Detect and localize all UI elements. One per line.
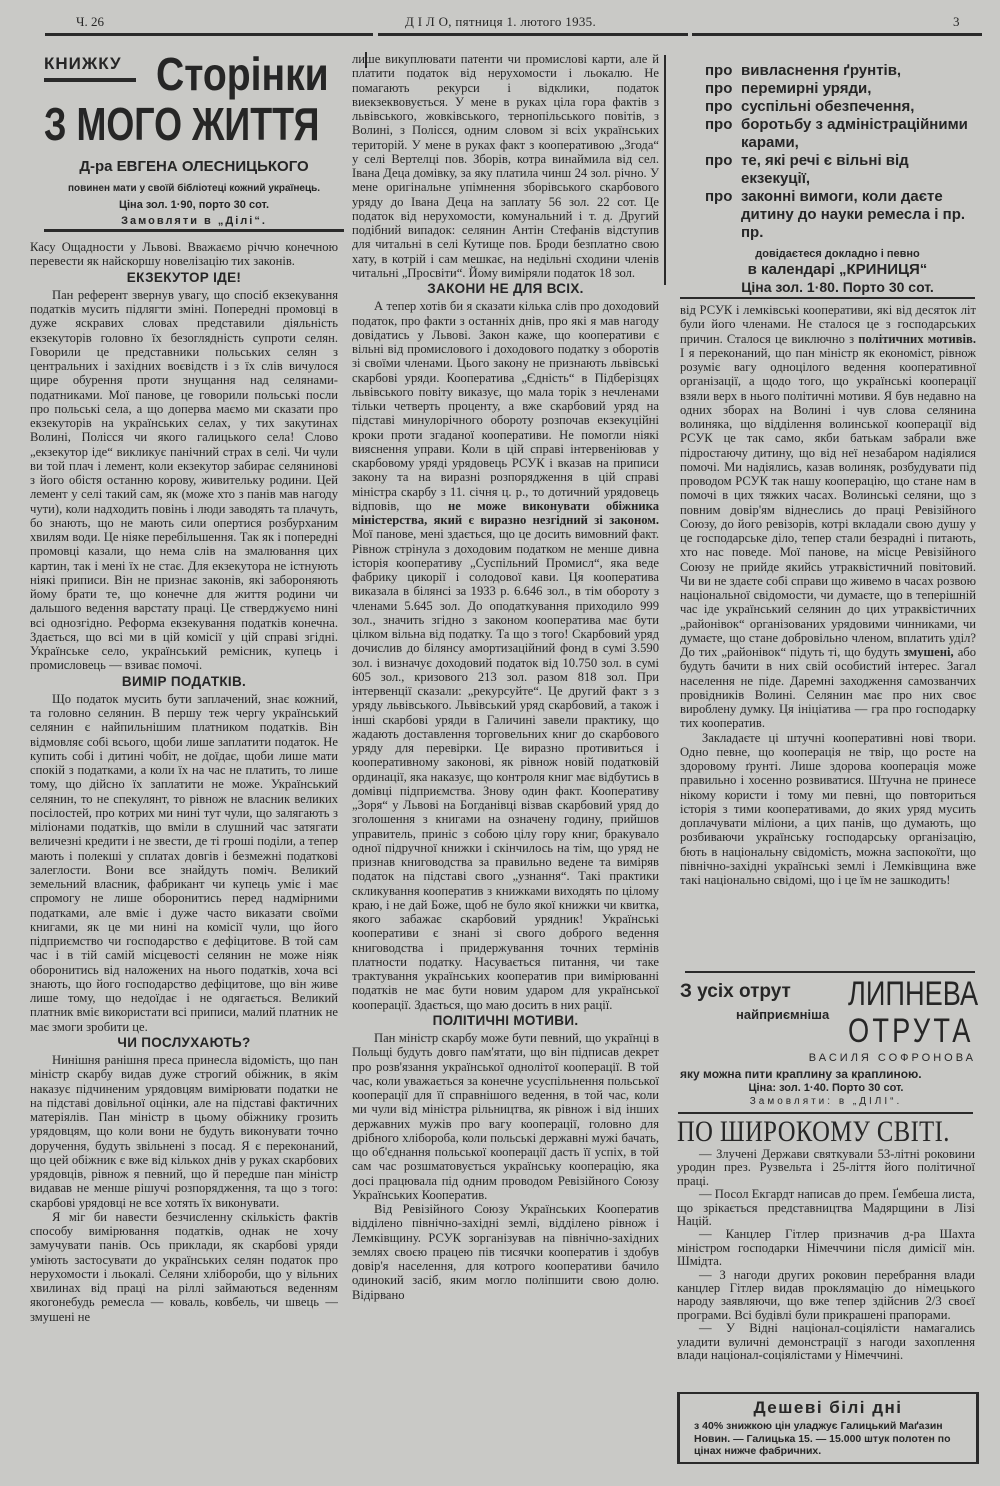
article-paragraph [352, 299, 659, 1012]
topic-text: перемирні уряди, [741, 80, 872, 97]
sale-store: Галицький Маґазин Новин. [694, 1420, 943, 1445]
sale-advertisement [677, 1392, 979, 1464]
paragraph-text: А тепер хотів би я сказати кілька слів про доходовий податок, про факти з останніх днів, про які я мав нагоду довідатись у Львові. Закон каже, що кооперативи є вільні від промислового і доходового податку з оборотів зі своїми членами. Цього закону не признають львівські скарбові уряди. Кооператива „Єдність“ в Підберізцях львівського повіту виказує, що мала торік з нечленами тільки четверть проценту, а вже скарбовий уряд на підставі минулорічного обороту розпочав екзекуційні кроки проти згаданої кооперативи. Не помогли ніякі вияснення управи. Коли в цій справі інтервеніював у скарбовому уряді урядовець РСУК і вказав на приписи закону та на виразні розпорядження в цій справі міністра скарбу з 11. січня ц. р., то дотичний урядовець відповів, що [352, 299, 659, 513]
book-ad-line: повинен мати у своїй бібліотеці кожний українець. [67, 183, 321, 194]
column-3-article [680, 303, 976, 963]
article-paragraph [30, 1210, 338, 1324]
section-rule [680, 297, 975, 299]
poison-title-line1: ЛИПНЕВА [848, 975, 979, 1013]
column-2-article [352, 52, 659, 1486]
section-heading: ЗАКОНИ НЕ ДЛЯ ВСІХ. [427, 281, 584, 296]
world-news-title: ПО ШИРОКОМУ СВІТІ. [677, 1115, 950, 1148]
emphasized-text: змушені, [903, 645, 954, 659]
header-rule [45, 33, 373, 36]
topic-text: те, які речі є вільні від екзекуції, [741, 152, 909, 187]
column-rule [664, 55, 666, 285]
sale-title: Дешеві білі дні [753, 1398, 903, 1417]
header-rule [378, 33, 688, 36]
book-title-line1: Сторінки [156, 48, 329, 100]
calendar-topic [705, 188, 970, 242]
calendar-topic [705, 62, 970, 80]
column-1-article [30, 240, 338, 1486]
poison-ad-lead: З усіх отрут [680, 981, 791, 1002]
article-paragraph [30, 240, 338, 269]
calendar-topic [705, 98, 970, 116]
topic-text: законні вимоги, коли даєте дитину до науки ремесла і пр. пр. [741, 188, 966, 241]
sale-text-1: з 40% знижкою цін уладжує [694, 1420, 841, 1432]
poison-order: Замовляти: в „ДІЛІ“. [749, 1096, 903, 1107]
article-paragraph [352, 1202, 659, 1302]
page-number: 3 [953, 14, 960, 29]
poison-price: Ціна: зол. 1·40. Порто 30 сот. [748, 1082, 904, 1094]
article-paragraph [680, 731, 976, 888]
topic-lead: про [705, 152, 733, 169]
section-heading: ЕКЗЕКУТОР ІДЕ! [126, 269, 242, 285]
topic-lead: про [705, 188, 733, 205]
poison-line: яку можна пити краплину за краплиною. [680, 1067, 922, 1081]
world-news-item: — Канцлер Гітлер призначив д-ра Шахта міністром господарки Німеччини після димісії мін. Шмідта. [677, 1227, 975, 1269]
calendar-learn: довідаєтеся докладно і певно [755, 248, 920, 260]
world-news-list [677, 1148, 975, 1363]
section-heading: ЧИ ПОСЛУХАЮТЬ? [117, 1034, 251, 1050]
emphasized-text: не може виконувати обіжника міністерства, який є виразно незгідний зі законом. [352, 498, 659, 527]
paragraph-text: Від Ревізійного Союзу Українських Кооператив відділено північно-західні землі, відділено рівнож і Лемківщину. РСУК зорганізував на північно-західних землях своєю працею пів тисячки кооператив і здобув довір'я населення, для котрого кооперативи бачило одинокий засіб, яким могло поліпшити свою долю. Відірвано [352, 1202, 659, 1302]
topic-text: боротьбу з адміністраційними карами, [741, 116, 968, 151]
emphasized-text: політичних мотивів. [858, 331, 976, 346]
ad-kicker: КНИЖКУ [44, 54, 122, 73]
topic-lead: про [705, 80, 733, 97]
calendar-price: Ціна зол. 1·80. Порто 30 сот. [741, 279, 934, 295]
sale-text [680, 1418, 976, 1462]
poison-title-line2: ОТРУТА [848, 1012, 974, 1050]
paragraph-text: Мої панове, мені здається, що це досить вимовний факт. Рівнож стрінула з доходовим податком не менше дивна історія кооперативу „Суспільний Промисл“, яка веде фабрику цикорії і солодової кави. Ця кооператива виказала в білянсі за 1933 р. 6.646 зол., в тім обороту з членами 5.645 зол. До оподаткування приходило 999 зол., значить згідно з законом кооператива має бути цілком вільна від податку. Та що з того! Скарбовий уряд дочислив до білянсу амортизаційний фонд в сумі 3.590 зол. і визначує доходовий податок від 10.750 зол. в сумі 605 зол., кризового 213 зол. разом 818 зол. При інтервенції сказали: „рекурсуйте“. Це другий факт з з уряду львівського. Львівський уряд скарбовий, а також і інші скарбові уряди в Галичині завели практику, що жадають доставлення торговельних книг до скарбового уряду для перевірки. Це виразно противиться і кооперативному законові, як рівнож новій податковій ординації, яка наказує, що контроля книг має відбутись в домівці підприємства. Знову один факт. Кооперативу „Зоря“ у Львові на Богданівці візвав скарбовий уряд до зголошення з книгами на означену годину, прийшов управитель, приніс з собою цілу гору книг, бракувало одної підручної книжки і скінчилось на тім, що уряд не признав книговодства за правильно ведене та виміряв податок на підставі свого „узнання“. Такі практики скликування кооператив з книжками виходять по цілому краю, і не дай Боже, щоб не було якої книжки чи квитка, якого забажає скарбовий урядник! Українські кооперативи є знані зі свого доброго ведення книговодства і придержування точних термінів платности податку. Насувається питання, чи таке трактування українських кооператив при вимірюванні податків не має бути новим ударом для української кооперації. Здається, що маю досить в них рації. [352, 527, 659, 1012]
paragraph-text: Що податок мусить бути заплачений, знає кожний, та головно селянин. В першу теж чергу український селянин є найпильнішим платником податків. Він відмовляє собі всього, щоби лише заплатити податок. Не купить собі і дитині чобіт, не доїдає, щоби лише мати спокій з податками, а коли їх на час не платить, то лише тому, що дійсно їх заплатити не може. Український селянин, то не спекулянт, то рівнож не власник великих посілостей, про котрих ми нині тут чули, що залягають з міліонами податків, що вміли в слушний час затягати величезні кредити і не звести, де ті гроші поділи, а тепер мають і полекші у сплатах довгів і безмежні податкові залеглости. Вони все знайдуть поміч. Великий земельний власник, фабрикант чи купець уміє і має спромогу не лише оборонитись перед надмірними податками, але вміє і дуже часто виказати своїми книгами, як це ми нині на комісії чули, що його підприємство чи господарство є дефіцитове. В той сам час і в тій самій місцевості селянин не може ніяк оборонитись від наложених на нього податків, хоча всі знають, що його господарство дефіцитове, що він живе лише тому, що недоїдає і не одягається. Великий платник вміє використати всі приписи, малий платник не має змоги зробити це. [30, 691, 338, 1034]
topic-lead: про [705, 98, 733, 115]
book-author: Д-ра ЕВГЕНА ОЛЕСНИЦЬКОГО [79, 158, 309, 175]
calendar-topic [705, 116, 970, 152]
calendar-advertisement [705, 62, 970, 296]
book-title-line2: З МОГО ЖИТТЯ [44, 98, 320, 150]
issue-number: Ч. 26 [76, 14, 104, 29]
world-news-item: — З нагоди других роковин перебрання влади канцлер Гітлер видав проклямацію до німецького народу заявляючи, що вже тепер здійснив 2/3 своєї програми. Всі будівлі були прикрашені прапорами. [677, 1267, 975, 1322]
book-price: Ціна зол. 1·90, порто 30 сот. [118, 199, 270, 211]
article-paragraph [30, 692, 338, 1034]
world-news-item: — У Відні націонал-соціялісти намагались уладити вуличні демонстрації з нагоди захоплення влади націонал-соціялістами у Німеччині. [677, 1321, 975, 1363]
poison-ad-sub: найприємніша [736, 1007, 830, 1022]
paragraph-text: від РСУК і лемківські кооперативи, які від десяток літ були його членами. Не сталося це з господарських причин. Сталося це виключно з [680, 303, 976, 346]
paragraph-text: Я міг би навести безчисленну скількість фактів способу вимірювання податків, однак не хочу замучувати панів. Ось приклади, як скарбові уряди уміють застосувати до українських селян податок про нерухомости і льокалі. Селяни хлібороби, що у вільних хвилинах від праці на ріллі займаються веденням якогонебудь ремесла — коваль, ковбель, чи швець — змушені не [30, 1209, 338, 1324]
world-news-item: — Посол Екгардт написав до прем. Ґембеша листа, що зрікається представництва Мадярщини в Лізі Націй. [677, 1187, 975, 1229]
article-paragraph [352, 52, 659, 280]
calendar-name: в календарі „КРИНИЦЯ“ [747, 261, 928, 278]
topic-lead: про [705, 62, 733, 79]
book-advertisement-lypneva-otruta [676, 975, 979, 1110]
paragraph-text: І я переконаний, що пан міністр як економіст, рівнож розуміє вагу одноцілого ведення кооперативної організації, а щодо того, що українські кооперації взяли верх в нього політичні мотиви. Я був недавно на одних зборах на Волині і чув слова селянина волиняка, що відділення волинської кооперації від РСУК це так само, якби батькам забрали вже підростаючу дитину, що від неї незабаром надіялися помочі. Ми надіялись, казав волиняк, розбудувати під проводом РСУК так нашу кооперацію, що стане нам в помочі в цих тяжких часах. Волинські селяни, що з повним довір'ям віднеслись до праці Ревізійного Союзу, до його ревізорів, котрі вкладали свою душу у це господарське діло, тепер стали безрадні і питають, хто нас поведе. Мої панове, на місце Ревізійного Союзу не прийде якийсь утраквістичний повітовий. Чи ви не здаєте собі справи що живемо в часах розвою національної свідомости, чи думаєте, що в теперішній час іде український селянин до цих утраквістичних „районівок“ організованих урядовими чинниками, чи думаєте, що стане добровільно членом, вплатить уділ? До тих „районівок“ підуть ті, що будуть [680, 345, 976, 659]
article-paragraph [680, 303, 976, 731]
book-advertisement [44, 50, 344, 230]
paragraph-text: Касу Ощадности у Львові. Вважаємо річчю конечною перевести як найскоршу новелізацію тих законів. [30, 240, 338, 269]
section-rule [44, 229, 344, 232]
paragraph-text: або будуть бачити в них свій особистий інтерес. Загал населення не піде. Даремні заходження самозванчих провідників Волині. Селянин має про них своє вироблену думку. Ця ініціатива — гра про господарку тих кооператив. [680, 645, 976, 731]
paragraph-text: Нинішня ранішня преса принесла відомість, що пан міністр скарбу видав дуже строгий обіжник, в якім наказує підчиненим урядовцям вимірювати податки не на підставі довільної оцінки, але на підставі фактичних матеріялів. Пан міністр в цьому обіжнику грозить урядовцям, що коли вони не будуть виконувати точно доручення, будуть звільнені з посад. Я є переконаний, що цей обіжник є вже від кількох днів у руках скарбових урядовців, рівнож я певний, що й передше пан міністр видавав не менше рішучі розпорядження, та що з того: скарбові урядовці не все хотять їх виконувати. [30, 1053, 338, 1210]
article-paragraph [30, 1053, 338, 1210]
world-news-section [677, 1115, 975, 1363]
book-order: Замовляти в „Ділі“. [121, 215, 267, 227]
header-rule [692, 33, 982, 36]
paragraph-text: Закладаєте ці штучні кооперативні нові твори. Одно певне, що кооперація не твір, що росте на здоровому ґрунті. Лише здорова кооперація може правильно і хосенно розвиватися. Штучна не принесе нікому користи і тому ми певні, що повториться історія з тими кооперативами, до яких уряд мусить доплачувати міліони, а цих панів, що думають, що розбиваючи українську господарську організацію, бють в національну свідомість, можна заспокоїти, що північно-західні українські землі і Лемківщина вже такі національно свідомі, що і це їм не зашкодить! [680, 730, 976, 887]
topic-text: суспільні обезпечення, [741, 98, 915, 115]
sale-text-2: — Галицька 15. — 15.000 штук полотен по цінах нижче фабричних. [694, 1432, 951, 1457]
paragraph-text: лише викуплювати патенти чи промислові карти, але й платити податок від нерухомости і льокалю. Не помагають рекурси і відклики, податок виекзеквовується. У мене в руках ціла гора фактів з львівського, жовківського, тернопільського повітів, з Волині, з Полісся, одним словом зі всіх українських територій. У мене в руках факт з кооперативою „Згода“ у селі Вертелці пов. Зборів, котра винаймила від сел. Івана Деца домівку, за яку платила чинш 24 зол. річно. У мене оригінальне упімнення зборівського скарбового уряду до Івана Деца на заплату 56 зол. 22 сот. Це податок від нерухомости, комунальний і т. д. Другий подібний випадок: селянин Антін Стефанів відступив для читальні в селі Кутище пов. Броди безплатно свою хату, в котрій і сам мешкає, на недільні сходини членів читальні „Просвіти“. Йому виміряли податок 18 зол. [352, 52, 659, 280]
section-rule [685, 971, 975, 973]
topic-text: вивласнення ґрунтів, [741, 62, 902, 79]
world-news-item: — Злучені Держави святкували 53-літні роковини уродин през. Рузвельта і 25-ліття його політичної праці. [677, 1147, 975, 1188]
section-heading: ПОЛІТИЧНІ МОТИВИ. [432, 1012, 579, 1028]
section-heading: ВИМІР ПОДАТКІВ. [121, 673, 247, 689]
article-paragraph [352, 1031, 659, 1202]
calendar-topic [705, 152, 970, 188]
paragraph-text: Пан міністр скарбу може бути певний, що українці в Польщі будуть довго пам'ятати, що він підписав декрет про розв'язання української однолітої кооперації. В той час, коли уважається за конечне усуспільнення польської кооперації для її справнішого ведення, в той час, коли ми чули від міністра рільництва, як рівнож і від інших державних мужів про вагу кооперації, головно для дрібного хлібороба, коли польські державні мужі бачать, що об'єднання польської кооперації дасть її успіх, в той сам час розшматовується українську кооперацію, яка досі працювала під одним проводом Ревізійного Союзу Українських Кооператив. [352, 1031, 659, 1202]
article-paragraph [30, 288, 338, 673]
masthead-date: Д І Л О, пятниця 1. лютого 1935. [405, 14, 597, 29]
poison-author: ВАСИЛЯ СОФРОНОВА [808, 1052, 976, 1064]
calendar-topic [705, 80, 970, 98]
kicker-rule [44, 78, 136, 82]
topic-lead: про [705, 116, 733, 133]
section-rule [678, 1112, 973, 1114]
paragraph-text: Пан референт звернув увагу, що спосіб екзекування податків мусить підлягти зміні. Попередні промовці в дуже яскравих словах представили діяльність екзекуторів головно їх безоглядність супроти селян. Говорили це представники польських селян з центральних і західних воєвідств і з їх слів вичулося щире обурення проти знущання над селянами-податниками. Мої панове, це говорили польські посли про польські села, а що доперва маємо ми сказати про екзекуторів на українських селах, у тих закутинах Волині, Полісся чи якого галицького села! Слово „екзекутор іде“ викликує панічний страх в селі. Чи чули ви той плач і лемент, коли екзекутор забирає селянинові з його обістя останню корову, живительку родини. Цей лемент у селі такий сам, як (може хто з панів мав нагоду чути), коли надходить повінь і люди заводять та плачуть, бо знають, що не мають сили опертися розбурханим хвилям води. Це ніяке перебільшення. Так як і попередні промовці казали, що нема слів на змалювання цих картин, так і мені їх не стає. Для екзекутора не істнують ніякі приписи. Він не признає законів, які забороняють йому брати те, що конечне для життя родини чи дальшого ведення варстату праці. Це стверджуємо нині всі однозгідно. Реформа екзекування податків конечна. Здається, що всі ми в цій комісії у цій справі згідні. Українське село, український ремісник, купець і промисловець — взиває помочі. [30, 287, 338, 673]
